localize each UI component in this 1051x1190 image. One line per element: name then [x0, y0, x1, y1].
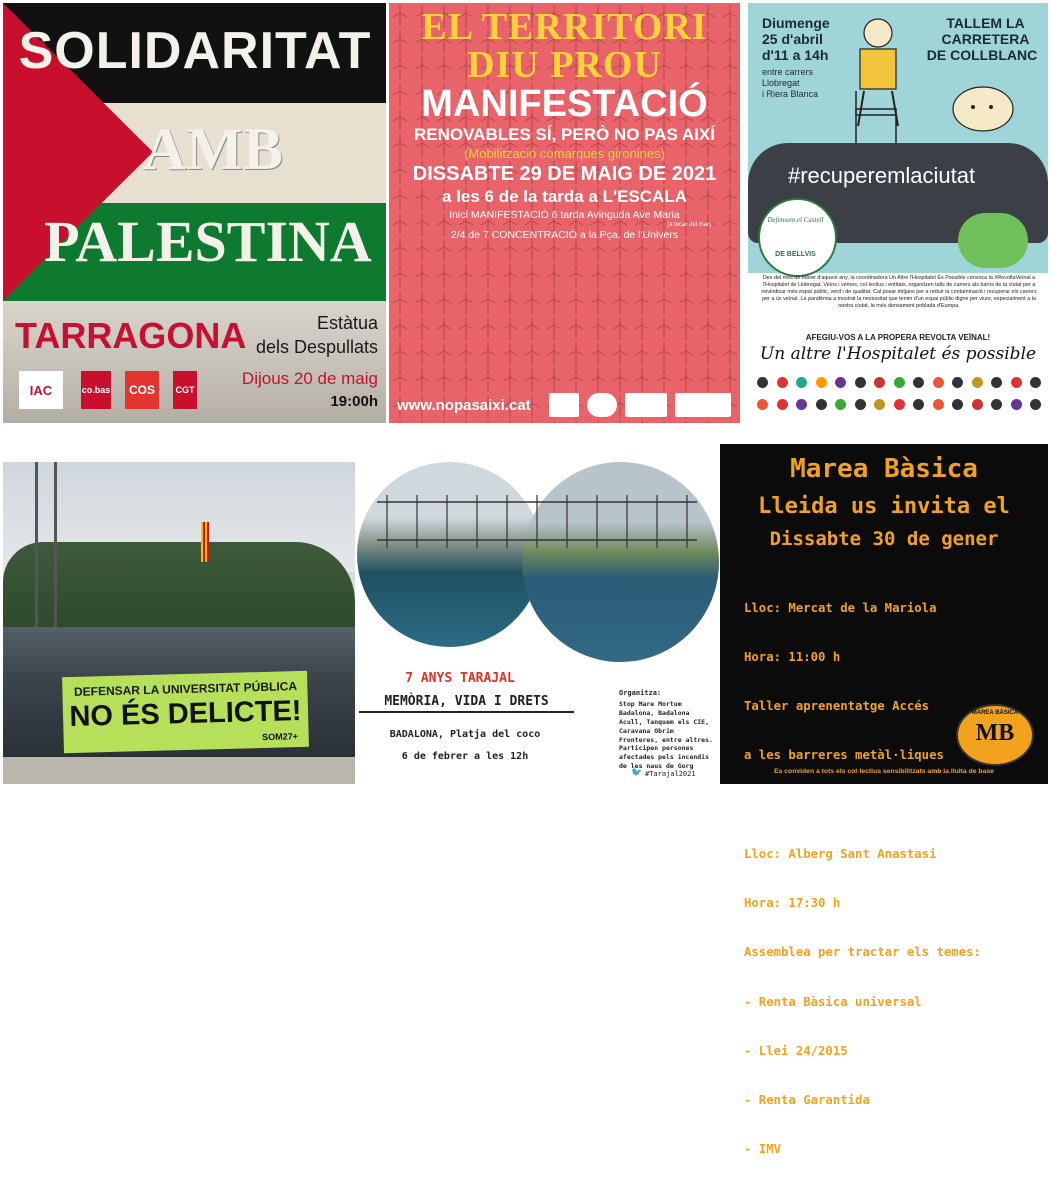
sponsor-logo	[675, 393, 731, 417]
schedule-line: - Renta Bàsica universal	[744, 994, 922, 1009]
poster-title-line2: AMB	[143, 116, 283, 182]
headline: MANIFESTACIÓ	[421, 83, 708, 125]
footer-text: Es conviden a tots els col·lectius sensibilitzats amb la lluita de base	[774, 768, 994, 775]
cos-logo: COS	[125, 371, 159, 409]
flag	[201, 522, 209, 562]
schedule-line: Hora: 17:30 h	[744, 896, 841, 911]
schedule-line: - Llei 24/2015	[744, 1043, 848, 1058]
banner-tag: SOM27+	[262, 731, 299, 743]
date-line1: Diumenge	[762, 15, 830, 31]
place-line2: dels Despullats	[255, 337, 378, 357]
title-line3: Dissabte 30 de gener	[769, 528, 999, 550]
call-to-action: AFEGIU-VOS A LA PROPERA REVOLTA VEÏNAL!	[805, 333, 991, 342]
tarajal-poster	[357, 462, 719, 784]
schedule-line: - IMV	[744, 1142, 782, 1157]
hospitalet-poster	[748, 3, 1048, 421]
website-url[interactable]: www.nopasaixi.cat	[397, 397, 531, 414]
place: BADALONA, Platja del coco	[389, 729, 541, 740]
schedule-line: Hora: 11:00 h	[744, 650, 841, 665]
sponsor-logo	[625, 393, 667, 417]
title-line1: EL TERRITORI	[421, 6, 708, 48]
iac-logo: IAC	[19, 371, 63, 409]
palestina-poster	[3, 3, 386, 423]
logo-initials: MB	[975, 720, 1015, 746]
event-date: DISSABTE 29 DE MAIG DE 2021	[412, 163, 717, 185]
event-time: a les 6 de la tarda a L'ESCALA	[442, 187, 687, 206]
schedule-line: Taller aprenentatge Accés	[744, 699, 930, 714]
banner-main-text: NO ÉS DELICTE!	[69, 694, 302, 734]
banner-top-text: DEFENSAR LA UNIVERSITAT PÚBLICA	[73, 679, 298, 699]
universitat-photo	[3, 462, 355, 784]
event-date: Dijous 20 de maig	[241, 369, 378, 388]
title-line2: DIU PROU	[467, 44, 662, 86]
hashtag: #Tarajal2021	[645, 770, 696, 778]
twitter-icon: 🐦	[631, 768, 643, 778]
schedule-line: Lloc: Alberg Sant Anastasi	[744, 846, 937, 861]
slogan: Un altre l'Hospitalet és possible	[759, 344, 1037, 364]
badge-top-text: Defensem el Castell	[767, 216, 824, 224]
street-line2: Llobregat	[762, 78, 800, 88]
event-time: 19:00h	[330, 393, 378, 410]
street-line1: entre carrers	[762, 67, 814, 77]
subtitle-note: (Mobilització comarques gironines)	[464, 146, 665, 161]
schedule-line	[744, 797, 981, 813]
cgt-logo: CGT	[173, 371, 197, 409]
sponsor-logo	[549, 393, 579, 417]
poster-title-line1: SOLIDARITAT	[18, 22, 372, 80]
schedule-line: Lloc: Mercat de la Mariola	[744, 600, 937, 615]
organizers-text: Stop Mare Mortum Badalona, Badalona Acull, Tanquem els CIE, Caravana Obrim Fronteres, entre altres.	[619, 700, 713, 744]
border-fence	[377, 490, 697, 550]
detail-1: Inici MANIFESTACIÓ 6 tarda Avinguda Ave Maria	[449, 209, 680, 221]
schedule-list	[744, 567, 981, 1190]
title-line1: Marea Bàsica	[790, 454, 978, 484]
poster-title-line3: PALESTINA	[44, 209, 372, 274]
org-logos-row-1	[754, 377, 1044, 388]
title: 7 ANYS TARAJAL	[405, 671, 515, 686]
organizers-label: Organitza:	[619, 689, 662, 697]
date-line3: d'11 a 14h	[762, 47, 829, 63]
sponsor-logo	[587, 393, 617, 417]
detail-1-note: (a tocar del mar)	[666, 222, 711, 228]
cobas-logo: co.bas	[81, 371, 111, 409]
subtitle: MEMÒRIA, VIDA I DRETS	[359, 694, 574, 713]
schedule-line: - Renta Garantida	[744, 1093, 870, 1107]
city-name: TARRAGONA	[15, 315, 247, 356]
schedule-line: Assemblea per tractar els temes:	[744, 945, 981, 960]
territori-poster	[389, 3, 740, 423]
illustration-face	[943, 79, 1023, 139]
title-line2: Lleida us invita el	[758, 494, 1010, 519]
green-tree-character	[958, 213, 1028, 268]
subtitle: RENOVABLES SÍ, PERÒ NO PAS AIXÍ	[413, 125, 715, 144]
illustration-chair	[848, 91, 908, 151]
schedule-line: a les barreres metàl·liques	[744, 748, 944, 763]
hashtag: #recuperemlaciutat	[788, 163, 976, 188]
body-text: Des del mes de febrer d'aquest any, la coordinadora Un Altre l'Hospitalet És Possible convoca la #RevoltaVeïnal a l'Hospitalet de Llobregat. Veïns i veïnes, col·lectius i entitats, organitzen talls de carrers als barris de la ciutat per a reivindicar més espai públic, verd i de qualitat. Cal posar mitjans per a reduir la contaminació i recuperar els carrers per a ús veïnal. La pandèmia a mostrat la necessitat que tenim d'un espai públic digne per viure, especialment a la nostra ciutat, la més densament poblada d'Europa.	[761, 275, 1037, 309]
headline-line1: TALLEM LA	[946, 15, 1025, 31]
logo-ring-text: MAREA BÀSICA	[971, 710, 1019, 716]
street-line3: i Riera Blanca	[762, 89, 819, 99]
date-line2: 25 d'abril	[762, 31, 823, 47]
headline-line3: DE COLLBLANC	[926, 47, 1038, 63]
detail-2: 2/4 de 7 CONCENTRACIÓ a la Pça. de l'Univers	[450, 229, 679, 241]
date: 6 de febrer a les 12h	[401, 751, 529, 762]
castell-badge	[758, 198, 837, 277]
badge-bottom-text: DE BELLVIS	[775, 251, 816, 258]
org-logos-row-2	[754, 399, 1044, 410]
ground	[3, 757, 355, 784]
marea-basica-poster	[720, 444, 1048, 1157]
participants-text: Participen persones afectades pels incendis de les naus de Gorg	[619, 744, 710, 770]
headline-line2: CARRETERA	[941, 31, 1030, 47]
place-line1: Estàtua	[316, 313, 378, 333]
